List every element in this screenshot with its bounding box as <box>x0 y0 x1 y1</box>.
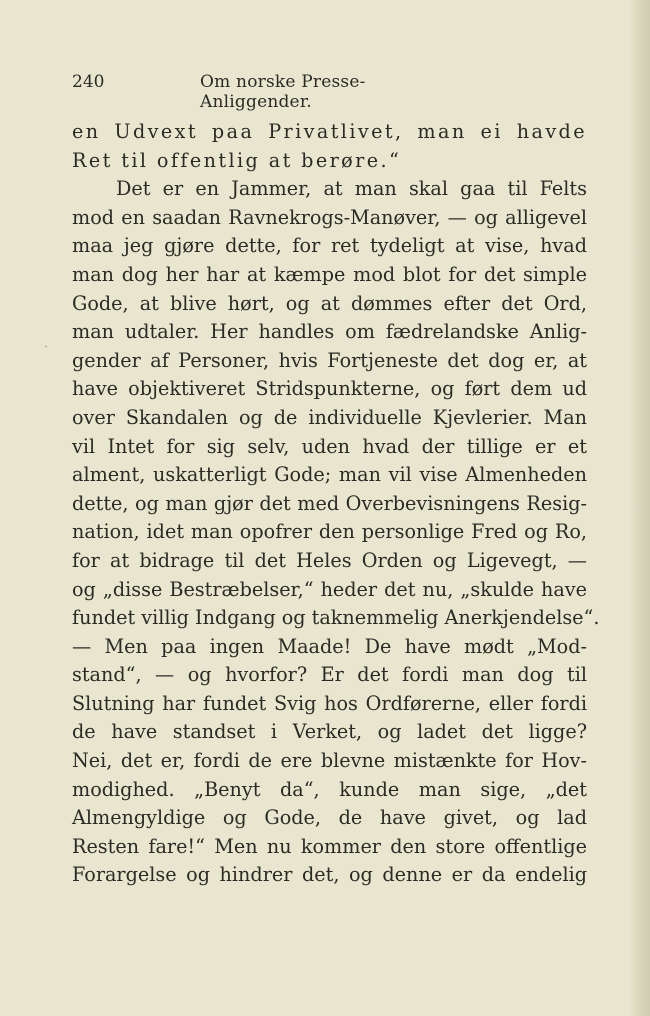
text-line: Gode, at blive hørt, og at dømmes efter det Ord, <box>72 291 587 315</box>
text-line: Forargelse og hindrer det, og denne er da endelig <box>72 863 587 887</box>
text-line: Ret til offentlig at berøre.“ <box>72 148 402 172</box>
text-line: vil Intet for sig selv, uden hvad der tillige er et <box>72 434 587 458</box>
text-line: og „disse Bestræbelser,“ heder det nu, „skulde have <box>72 577 587 601</box>
text-line: over Skandalen og de individuelle Kjevlerier. Man <box>72 405 587 429</box>
text-line: nation, idet man opofrer den personlige Fred og Ro, <box>72 520 587 544</box>
text-line: — Men paa ingen Maade! De have mødt „Mod- <box>72 634 587 658</box>
margin-mark: ˏ <box>44 334 48 348</box>
text-line: maa jeg gjøre dette, for ret tydeligt at vise, hvad <box>72 234 587 258</box>
text-line: Slutning har fundet Svig hos Ordførerne, eller fordi <box>72 691 587 715</box>
page-header <box>72 72 462 112</box>
text-line: have objektiveret Stridspunkterne, og ført dem ud <box>72 377 587 401</box>
text-line: Nei, det er, fordi de ere blevne mistænkte for Hov- <box>72 749 587 773</box>
text-line: man dog her har at kæmpe mod blot for det simple <box>72 262 587 286</box>
text-line: man udtaler. Her handles om fædrelandske Anlig- <box>72 320 587 344</box>
text-line: de have standset i Verket, og ladet det ligge? <box>72 720 587 744</box>
body-text <box>72 118 600 890</box>
paragraph-start-line: Det er en Jammer, at man skal gaa til Felts <box>116 177 587 201</box>
text-line: Resten fare!“ Men nu kommer den store offentlige <box>72 834 587 858</box>
text-line: dette, og man gjør det med Overbevisningens Resig- <box>72 491 587 515</box>
text-line: mod en saadan Ravnekrogs-Manøver, — og alligevel <box>72 205 587 229</box>
text-line: Almengyldige og Gode, de have givet, og lad <box>72 806 587 830</box>
text-line: stand“, — og hvorfor? Er det fordi man dog til <box>72 663 587 687</box>
text-line: en Udvext paa Privatlivet, man ei havde <box>72 120 587 143</box>
page-number: 240 <box>72 72 105 92</box>
running-title: Om norske Presse-Anliggender. <box>200 72 366 112</box>
page-edge-shadow <box>628 0 650 1016</box>
text-line: fundet villig Indgang og taknemmelig Anerkjendelse“. <box>72 606 600 630</box>
text-line: for at bidrage til det Heles Orden og Ligevegt, — <box>72 548 587 572</box>
text-line: gender af Personer, hvis Fortjeneste det dog er, at <box>72 348 587 372</box>
text-line: modighed. „Benyt da“, kunde man sige, „det <box>72 777 587 801</box>
text-line: alment, uskatterligt Gode; man vil vise Almenheden <box>72 463 587 487</box>
